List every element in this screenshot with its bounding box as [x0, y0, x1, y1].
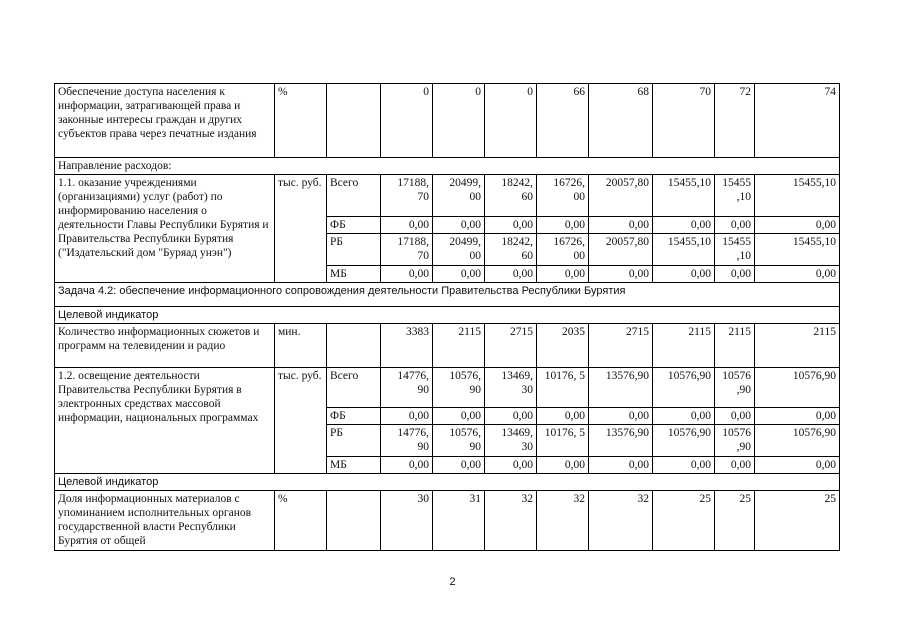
source-cell: Всего [327, 175, 381, 217]
task-heading: Задача 4.2: обеспечение информационного сопровождения деятельности Правительства Республики Бурятия [55, 283, 840, 307]
value-cell: 20057,80 [589, 234, 653, 266]
value-cell: 10576 ,90 [715, 368, 755, 408]
source-cell [327, 491, 381, 551]
value-cell: 13576,90 [589, 425, 653, 457]
value-cell: 0,00 [715, 266, 755, 283]
unit-cell: мин. [275, 324, 327, 368]
value-cell: 0,00 [715, 408, 755, 425]
value-cell: 25 [715, 491, 755, 551]
value-cell: 16726, 00 [537, 175, 589, 217]
value-cell: 30 [381, 491, 433, 551]
value-cell: 0,00 [537, 408, 589, 425]
unit-cell: тыс. руб. [275, 368, 327, 474]
value-cell: 18242, 60 [485, 234, 537, 266]
target-indicator-heading: Целевой индикатор [55, 307, 840, 324]
value-cell: 66 [537, 84, 589, 158]
indicator-name: Доля информационных материалов с упоминанием исполнительных органов государственной власти Республики Бурятия от общей [55, 491, 275, 551]
value-cell: 18242, 60 [485, 175, 537, 217]
value-cell: 68 [589, 84, 653, 158]
value-cell: 0,00 [485, 457, 537, 474]
value-cell: 10576,90 [755, 425, 840, 457]
value-cell: 16726, 00 [537, 234, 589, 266]
program-indicators-table [54, 83, 840, 551]
section-row [55, 307, 840, 324]
value-cell: 2715 [589, 324, 653, 368]
value-cell: 15455 ,10 [715, 234, 755, 266]
table-row [55, 491, 840, 551]
value-cell: 0,00 [755, 457, 840, 474]
value-cell: 0,00 [755, 217, 840, 234]
value-cell: 10176, 5 [537, 425, 589, 457]
value-cell: 10576 ,90 [715, 425, 755, 457]
value-cell: 25 [755, 491, 840, 551]
value-cell: 0,00 [537, 217, 589, 234]
value-cell: 2115 [755, 324, 840, 368]
page-number: 2 [449, 576, 456, 588]
source-cell: ФБ [327, 217, 381, 234]
value-cell: 0,00 [381, 408, 433, 425]
value-cell: 2035 [537, 324, 589, 368]
activity-name: 1.2. освещение деятельности Правительства Республики Бурятия в электронных средствах массовой информации, национальных программах [55, 368, 275, 474]
value-cell: 72 [715, 84, 755, 158]
value-cell: 15455,10 [755, 175, 840, 217]
value-cell: 74 [755, 84, 840, 158]
table-row [55, 324, 840, 368]
value-cell: 0,00 [715, 217, 755, 234]
value-cell: 15455,10 [653, 175, 715, 217]
value-cell: 25 [653, 491, 715, 551]
value-cell: 0,00 [381, 266, 433, 283]
activity-name: 1.1. оказание учреждениями (организациями) услуг (работ) по информированию населения о деятельности Главы Республики Бурятия и Правительства Республики Бурятия ("Издательский дом "Буряад унэн") [55, 175, 275, 283]
value-cell: 0,00 [537, 457, 589, 474]
value-cell: 10576, 90 [433, 425, 485, 457]
table-row [55, 175, 840, 217]
section-row [55, 474, 840, 491]
value-cell: 0,00 [433, 457, 485, 474]
value-cell: 0,00 [485, 217, 537, 234]
value-cell: 0,00 [589, 266, 653, 283]
value-cell: 15455,10 [755, 234, 840, 266]
value-cell: 0,00 [589, 457, 653, 474]
value-cell: 15455,10 [653, 234, 715, 266]
value-cell: 2115 [433, 324, 485, 368]
value-cell: 0,00 [653, 217, 715, 234]
value-cell: 0,00 [433, 217, 485, 234]
value-cell: 17188, 70 [381, 234, 433, 266]
value-cell: 0,00 [589, 408, 653, 425]
value-cell: 14776, 90 [381, 368, 433, 408]
table-row [55, 84, 840, 158]
value-cell: 2715 [485, 324, 537, 368]
value-cell: 0,00 [755, 408, 840, 425]
table-row [55, 368, 840, 408]
source-cell [327, 324, 381, 368]
value-cell: 3383 [381, 324, 433, 368]
value-cell: 70 [653, 84, 715, 158]
source-cell: Всего [327, 368, 381, 408]
value-cell: 32 [485, 491, 537, 551]
value-cell: 0,00 [537, 266, 589, 283]
value-cell: 14776, 90 [381, 425, 433, 457]
value-cell: 32 [537, 491, 589, 551]
value-cell: 0 [485, 84, 537, 158]
value-cell: 20499, 00 [433, 234, 485, 266]
value-cell: 20057,80 [589, 175, 653, 217]
value-cell: 31 [433, 491, 485, 551]
source-cell [327, 84, 381, 158]
value-cell: 0,00 [433, 408, 485, 425]
indicator-name: Количество информационных сюжетов и программ на телевидении и радио [55, 324, 275, 368]
section-heading: Направление расходов: [55, 158, 840, 175]
value-cell: 0,00 [381, 217, 433, 234]
value-cell: 13469, 30 [485, 425, 537, 457]
unit-cell: % [275, 84, 327, 158]
value-cell: 17188, 70 [381, 175, 433, 217]
value-cell: 2115 [715, 324, 755, 368]
value-cell: 0,00 [715, 457, 755, 474]
value-cell: 0,00 [381, 457, 433, 474]
value-cell: 0,00 [485, 266, 537, 283]
value-cell: 0,00 [589, 217, 653, 234]
value-cell: 0 [433, 84, 485, 158]
section-row [55, 283, 840, 307]
value-cell: 20499, 00 [433, 175, 485, 217]
value-cell: 13469, 30 [485, 368, 537, 408]
value-cell: 0,00 [653, 457, 715, 474]
value-cell: 0,00 [485, 408, 537, 425]
value-cell: 0,00 [653, 266, 715, 283]
value-cell: 10576, 90 [433, 368, 485, 408]
unit-cell: % [275, 491, 327, 551]
value-cell: 0,00 [653, 408, 715, 425]
value-cell: 10576,90 [755, 368, 840, 408]
source-cell: РБ [327, 425, 381, 457]
section-row [55, 158, 840, 175]
value-cell: 10576,90 [653, 425, 715, 457]
value-cell: 0,00 [433, 266, 485, 283]
unit-cell: тыс. руб. [275, 175, 327, 283]
value-cell: 32 [589, 491, 653, 551]
source-cell: РБ [327, 234, 381, 266]
value-cell: 13576,90 [589, 368, 653, 408]
source-cell: МБ [327, 457, 381, 474]
value-cell: 10176, 5 [537, 368, 589, 408]
indicator-name: Обеспечение доступа населения к информации, затрагивающей права и законные интересы граждан и других субъектов права через печатные издания [55, 84, 275, 158]
value-cell: 10576,90 [653, 368, 715, 408]
source-cell: МБ [327, 266, 381, 283]
value-cell: 2115 [653, 324, 715, 368]
value-cell: 15455 ,10 [715, 175, 755, 217]
source-cell: ФБ [327, 408, 381, 425]
value-cell: 0 [381, 84, 433, 158]
target-indicator-heading: Целевой индикатор [55, 474, 840, 491]
value-cell: 0,00 [755, 266, 840, 283]
